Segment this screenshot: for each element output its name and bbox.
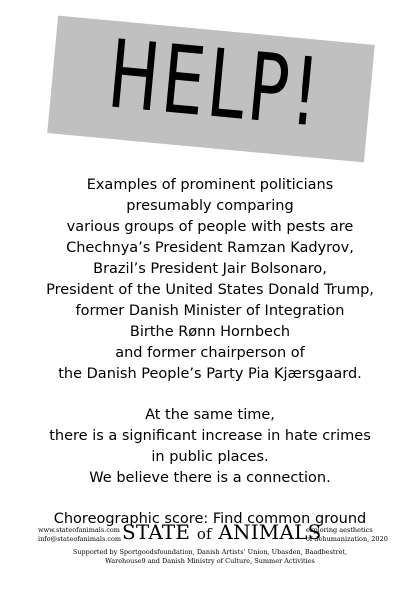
banner-title: HELP! bbox=[103, 20, 327, 149]
choreographic-score: Choreographic score: Find common ground bbox=[53, 511, 367, 527]
paragraph-spacer bbox=[0, 385, 420, 405]
poster-body bbox=[0, 175, 420, 530]
tagline-line: exploring aesthetics bbox=[306, 526, 373, 534]
contact-block bbox=[38, 526, 121, 544]
paragraph-hate-crimes bbox=[0, 405, 420, 489]
body-line: Examples of prominent politicians bbox=[86, 177, 334, 193]
body-line: former Danish Minister of Integration bbox=[75, 303, 345, 319]
brand-animals: ANIMALS bbox=[218, 520, 322, 544]
email-link[interactable]: info@stateofanimals.com bbox=[38, 535, 122, 543]
body-line: President of the United States Donald Trump, bbox=[46, 282, 374, 298]
website-link[interactable]: www.stateofanimals.com bbox=[38, 526, 120, 534]
body-line: Birthe Rønn Hornbech bbox=[129, 324, 291, 340]
poster-footer bbox=[0, 520, 420, 590]
supporters-credit bbox=[0, 548, 420, 566]
tagline bbox=[306, 526, 388, 544]
brand-state: STATE bbox=[122, 520, 191, 544]
body-line: Chechnya’s President Ramzan Kadyrov, bbox=[66, 240, 354, 256]
body-line: various groups of people with pests are bbox=[66, 219, 354, 235]
paragraph-spacer bbox=[0, 489, 420, 509]
body-line: in public places. bbox=[151, 449, 269, 465]
supporters-line: Warehouse9 and Danish Ministry of Culture, Summer Activities bbox=[105, 557, 315, 565]
body-line: At the same time, bbox=[145, 407, 275, 423]
body-line: Brazil’s President Jair Bolsonaro, bbox=[93, 261, 327, 277]
body-line: presumably comparing bbox=[126, 198, 294, 214]
brand-logo bbox=[122, 521, 322, 545]
body-line: the Danish People’s Party Pia Kjærsgaard. bbox=[58, 366, 362, 382]
body-line: there is a significant increase in hate crimes bbox=[49, 428, 371, 444]
body-line: We believe there is a connection. bbox=[89, 470, 331, 486]
tagline-line: of dehumanization, 2020 bbox=[306, 535, 388, 543]
body-line: and former chairperson of bbox=[115, 345, 305, 361]
brand-of: of bbox=[196, 525, 212, 543]
supporters-line: Supported by Sportgoodsfoundation, Danish Artists’ Union, Ubasden, Baadbestret, bbox=[72, 548, 348, 556]
paragraph-politicians bbox=[0, 175, 420, 385]
